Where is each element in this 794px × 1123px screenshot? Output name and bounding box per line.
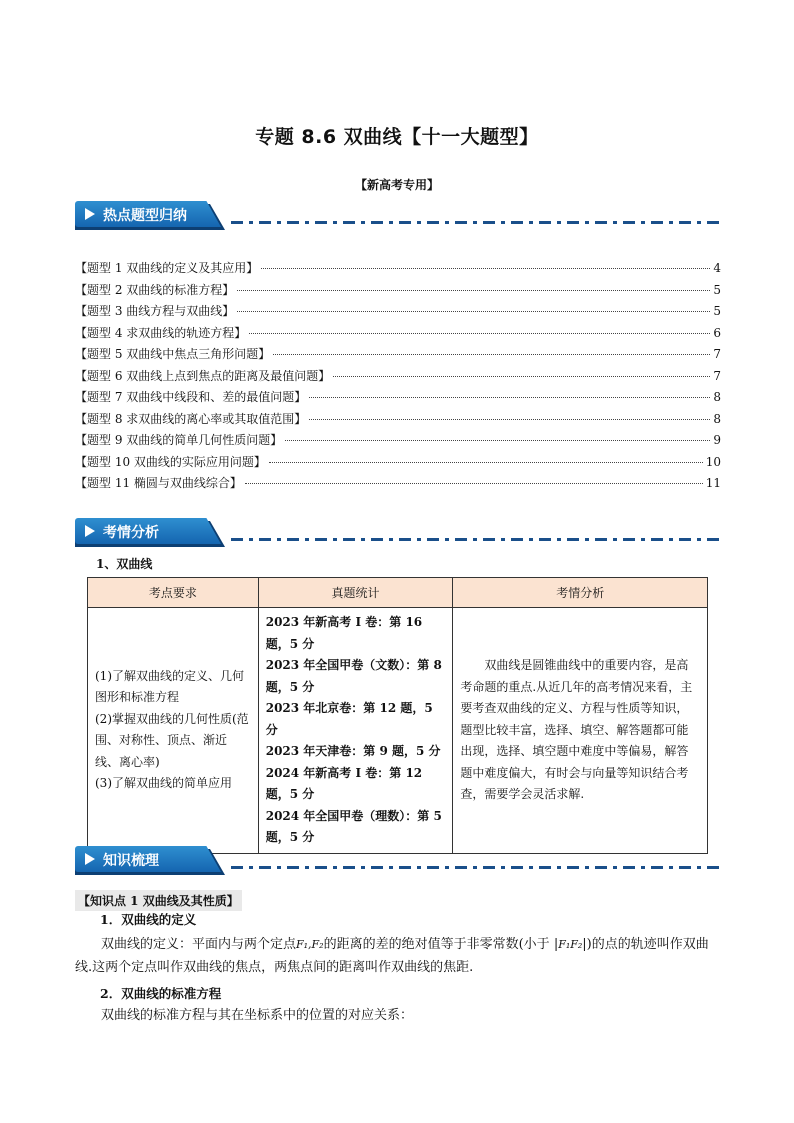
section-label-knowledge: 知识梳理	[103, 853, 159, 869]
knowledge-heading-2: 2．双曲线的标准方程	[100, 986, 222, 1001]
toc-item[interactable]: 【题型 7 双曲线中线段和、差的最值问题】 8	[75, 390, 721, 404]
page-subtitle: 【新高考专用】	[354, 178, 439, 192]
section-banner-knowledge	[75, 846, 725, 874]
header-requirements: 考点要求	[88, 578, 259, 608]
requirement-item: (2)掌握双曲线的几何性质(范围、对称性、顶点、渐近线、离心率)	[95, 711, 249, 769]
toc-item[interactable]: 【题型 10 双曲线的实际应用问题】 10	[75, 454, 721, 469]
dash-divider	[231, 538, 725, 541]
exam-item-heading: 1、双曲线	[96, 557, 153, 571]
toc-item[interactable]: 【题型 11 椭圆与双曲线综合】 11	[75, 476, 721, 490]
knowledge-paragraph-1: 双曲线的定义：平面内与两个定点F₁,F₂的距离的差的绝对值等于非零常数(小于 |F₁F₂|)的点的轨迹叫作双曲线.这两个定点叫作双曲线的焦点，两焦点间的距离叫作双曲线的焦距.	[75, 937, 709, 975]
math-f1f2-distance: F₁F₂	[558, 938, 583, 951]
stat-item: 2023 年新高考 I 卷：第 16 题，5 分	[265, 615, 423, 651]
page-title: 专题 8.6 双曲线【十一大题型】	[255, 126, 539, 148]
section-label-hot: 热点题型归纳	[103, 208, 187, 224]
toc-item[interactable]: 【题型 5 双曲线中焦点三角形问题】 7	[75, 347, 721, 361]
knowledge-heading-1: 1．双曲线的定义	[100, 912, 197, 927]
dash-divider	[231, 866, 725, 869]
table-row	[88, 608, 708, 854]
toc-item[interactable]: 【题型 8 求双曲线的离心率或其取值范围】 8	[75, 411, 721, 426]
toc-item[interactable]: 【题型 6 双曲线上点到焦点的距离及最值问题】 7	[75, 368, 721, 383]
section-banner-hot	[75, 201, 725, 229]
play-arrow-icon	[85, 208, 95, 220]
requirement-item: (1)了解双曲线的定义、几何图形和标准方程	[95, 668, 244, 705]
analysis-cell: 双曲线是圆锥曲线中的重要内容，是高考命题的重点.从近几年的高考情况来看，主要考查双曲线的定义、方程与性质等知识，题型比较丰富，选择、填空、解答题都可能出现，选择、填空题中难度中等偏易，解答题中难度偏大，有时会与向量等知识结合考查，需要学会灵活求解.	[453, 608, 708, 854]
requirement-item: (3)了解双曲线的简单应用	[95, 776, 232, 791]
knowledge-point-box: 【知识点 1 双曲线及其性质】	[75, 890, 242, 911]
stats-cell	[258, 608, 453, 854]
stat-item: 2023 年北京卷：第 12 题，5 分	[265, 701, 433, 737]
knowledge-paragraph-2: 双曲线的标准方程与其在坐标系中的位置的对应关系：	[101, 1008, 414, 1023]
play-arrow-icon	[85, 525, 95, 537]
header-analysis: 考情分析	[453, 578, 708, 608]
table-header-row	[88, 578, 708, 608]
dash-divider	[231, 221, 725, 224]
header-stats: 真题统计	[258, 578, 453, 608]
stat-item: 2023 年天津卷：第 9 题，5 分	[265, 744, 441, 758]
toc-item[interactable]: 【题型 9 双曲线的简单几何性质问题】 9	[75, 433, 721, 447]
stat-item: 2024 年新高考 I 卷：第 12 题，5 分	[265, 765, 423, 801]
section-label-exam: 考情分析	[103, 525, 159, 541]
table-of-contents	[75, 259, 721, 496]
play-arrow-icon	[85, 853, 95, 865]
section-banner-exam	[75, 518, 725, 546]
exam-analysis-table	[87, 577, 708, 854]
stat-item: 2024 年全国甲卷（理数）：第 5 题，5 分	[265, 808, 442, 844]
math-f1f2: F₁,F₂	[296, 938, 324, 951]
toc-item[interactable]: 【题型 3 曲线方程与双曲线】 5	[75, 304, 721, 318]
toc-item[interactable]: 【题型 2 双曲线的标准方程】 5	[75, 282, 721, 297]
requirements-cell	[88, 608, 259, 854]
toc-item[interactable]: 【题型 1 双曲线的定义及其应用】 4	[75, 261, 721, 275]
toc-item[interactable]: 【题型 4 求双曲线的轨迹方程】 6	[75, 325, 721, 340]
stat-item: 2023 年全国甲卷（文数）：第 8 题，5 分	[265, 658, 442, 694]
